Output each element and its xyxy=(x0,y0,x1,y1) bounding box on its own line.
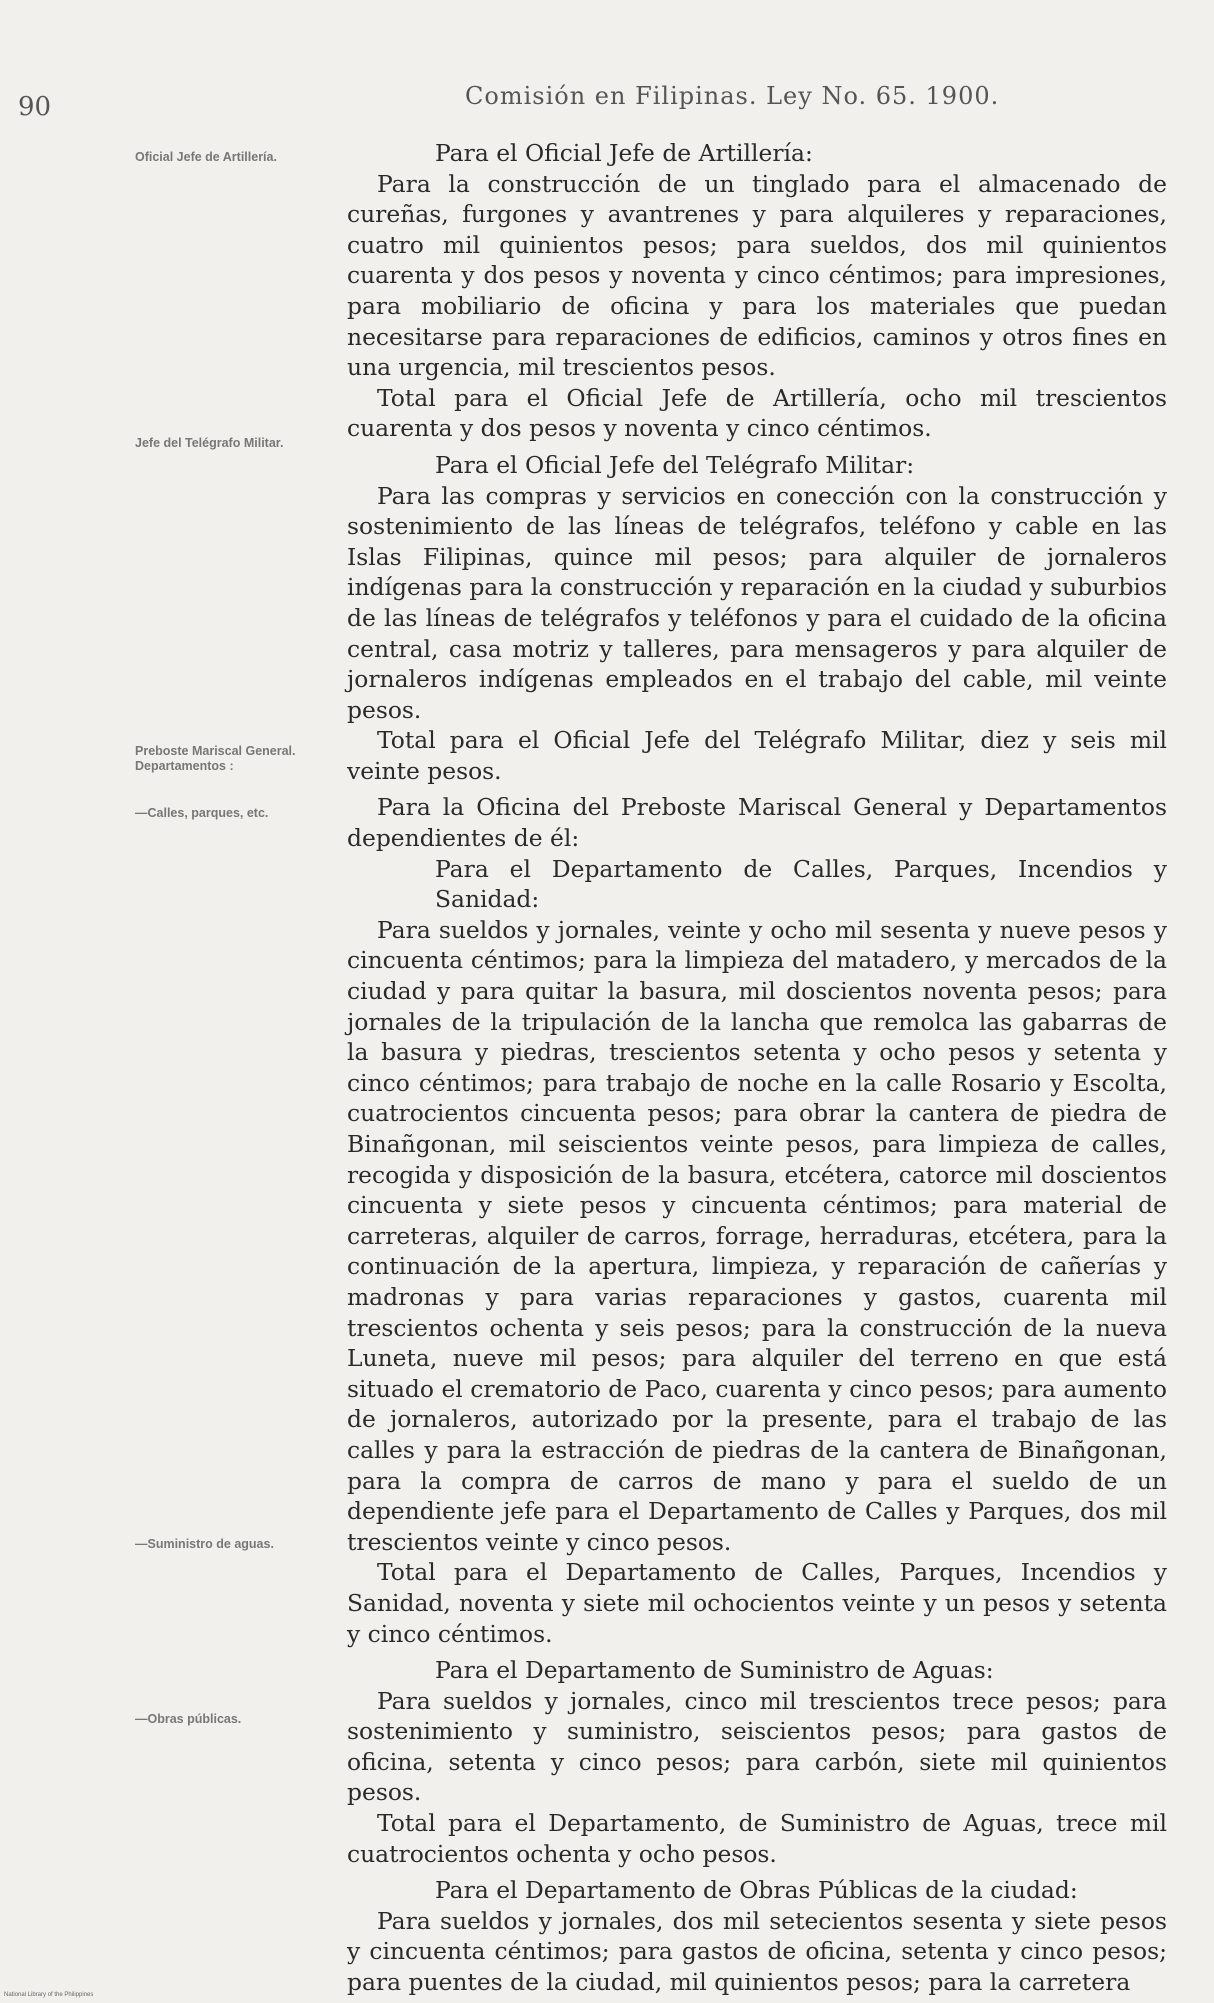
running-header: Comisión en Filipinas. Ley No. 65. 1900. xyxy=(465,82,1000,110)
section-heading-obras: Para el Departamento de Obras Públicas de la ciudad: xyxy=(435,1876,1078,1905)
paragraph-preboste-intro: Para la Oficina del Preboste Mariscal General y Departamentos dependientes de él: xyxy=(347,793,1167,853)
section-heading-artilleria: Para el Oficial Jefe de Artillería: xyxy=(435,139,813,167)
paragraph-artilleria: Para la construcción de un tinglado para el almacenado de cureñas, furgones y avantrenes y para alquileres y reparaciones, cuatro mil quinientos pesos; para sueldos, dos mil quinientos cuarenta y dos pesos y noventa y cinco céntimos; para impresiones, para mobiliario de oficina y para los materiales que puedan necesitarse para reparaciones de edificios, caminos y otros fines en una urgencia, mil trescientos pesos. xyxy=(347,169,1167,382)
margin-note-calles: —Calles, parques, etc. xyxy=(135,806,269,820)
page-number: 90 xyxy=(18,92,52,122)
total-aguas: Total para el Departamento, de Suministro de Aguas, trece mil cuatrocientos ochenta y ocho pesos. xyxy=(347,1809,1167,1868)
paragraph-telegrafo: Para las compras y servicios en conección con la construcción y sostenimiento de las líneas de telégrafos, teléfono y cable en las Islas Filipinas, quince mil pesos; para alquiler de jornaleros indígenas para la construcción y reparación en la ciudad y suburbios de las líneas de telégrafos y teléfonos y para el cuidado de la oficina central, casa motriz y talleres, para mensageros y para alquiler de jornaleros indígenas empleados en el trabajo del cable, mil veinte pesos. xyxy=(347,481,1167,724)
total-telegrafo: Total para el Oficial Jefe del Telégrafo Militar, diez y seis mil veinte pesos. xyxy=(347,726,1167,785)
margin-note-telegrafo: Jefe del Telégrafo Militar. xyxy=(135,436,284,450)
paragraph-aguas: Para sueldos y jornales, cinco mil trescientos trece pesos; para sostenimiento y suministro, seiscientos pesos; para gastos de oficina, setenta y cinco pesos; para carbón, siete mil quinientos pesos. xyxy=(347,1686,1167,1807)
margin-note-preboste: Preboste Mariscal General. Departamentos : xyxy=(135,744,296,773)
section-heading-aguas: Para el Departamento de Suministro de Aguas: xyxy=(435,1656,994,1685)
total-artilleria: Total para el Oficial Jefe de Artillería, ocho mil trescientos cuarenta y dos pesos y noventa y cinco céntimos. xyxy=(347,383,1167,443)
section-heading-telegrafo: Para el Oficial Jefe del Telégrafo Militar: xyxy=(435,450,915,479)
margin-note-obras: —Obras públicas. xyxy=(135,1712,242,1726)
paragraph-calles: Para sueldos y jornales, veinte y ocho mil sesenta y nueve pesos y cincuenta céntimos; para la limpieza del matadero, y mercados de la ciudad y para quitar la basura, mil doscientos noventa pesos; para jornales de la tripulación de la lancha que remolca las gabarras de la basura y piedras, trescientos setenta y ocho pesos y setenta y cinco céntimos; para trabajo de noche en la calle Rosario y Escolta, cuatrocientos cincuenta pesos; para obrar la cantera de piedra de Binañgonan, mil seiscientos veinte pesos, para limpieza de calles, recogida y disposición de la basura, etcétera, catorce mil doscientos cincuenta y siete pesos y cincuenta céntimos; para material de carreteras, alquiler de carros, forrage, herraduras, etcétera, para la continuación de la apertura, limpieza, y reparación de cañerías y madronas y para varias reparaciones y gastos, cuarenta mil trescientos ochenta y seis pesos; para la construcción de la nueva Luneta, nueve mil pesos; para alquiler del terreno en que está situado el crematorio de Paco, cuarenta y cinco pesos; para aumento de jornaleros, autorizado por la presente, para el trabajo de las calles y para la estracción de piedras de la cantera de Binañgonan, para la compra de carros de mano y para el sueldo de un dependiente jefe para el Departamento de Calles y Parques, dos mil trescientos veinte y cinco pesos. xyxy=(347,915,1167,1556)
margin-note-aguas: —Suministro de aguas. xyxy=(135,1537,274,1551)
main-text xyxy=(347,138,1167,1998)
paragraph-obras: Para sueldos y jornales, dos mil setecientos sesenta y siete pesos y cincuenta céntimos; para gastos de oficina, setenta y cinco pesos; para puentes de la ciudad, mil quinientos pesos; para la carretera xyxy=(347,1906,1167,1997)
section-heading-calles: Para el Departamento de Calles, Parques, Incendios y Sanidad: xyxy=(435,854,1167,914)
footer-note: National Library of the Philippines xyxy=(4,1992,94,1998)
margin-note-artilleria: Oficial Jefe de Artillería. xyxy=(135,150,277,164)
total-calles: Total para el Departamento de Calles, Parques, Incendios y Sanidad, noventa y siete mil ochocientos veinte y un pesos y setenta y cinco céntimos. xyxy=(347,1558,1167,1648)
